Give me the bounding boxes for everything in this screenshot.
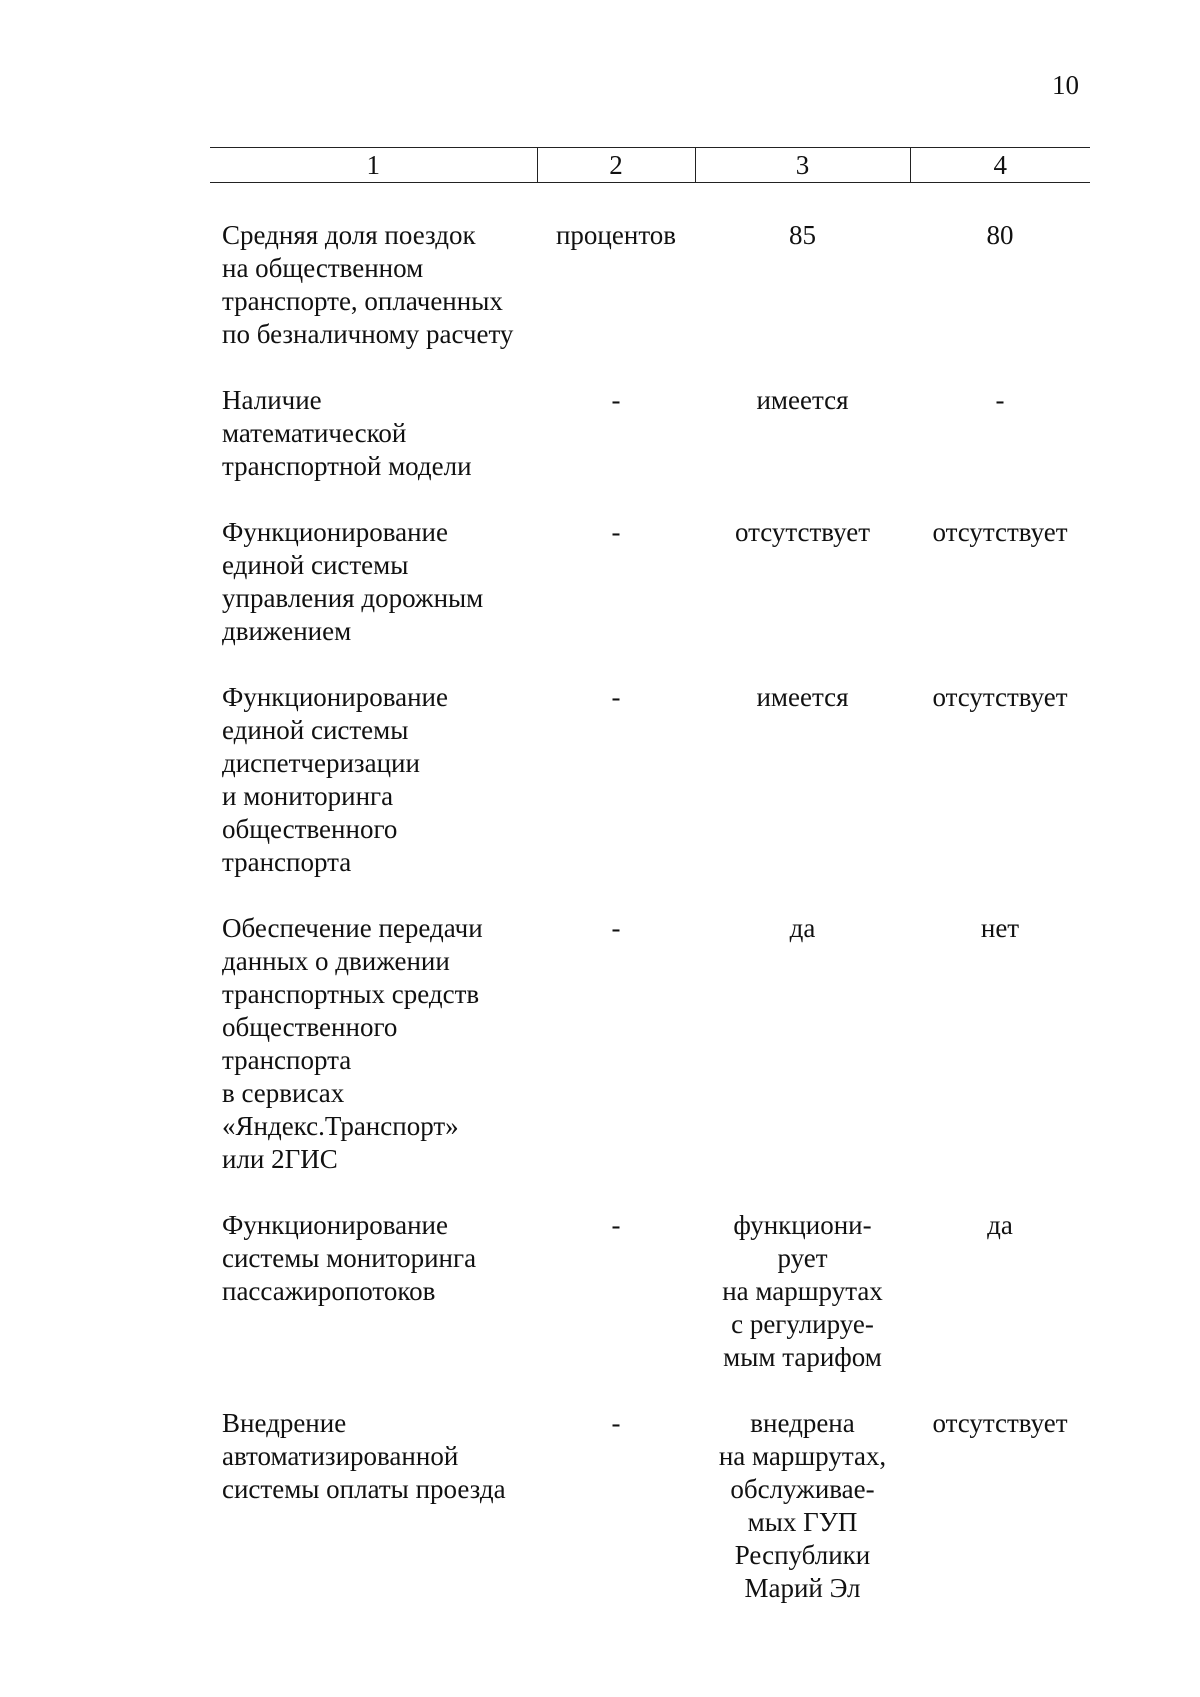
table-row: [210, 483, 1090, 648]
value-col3-line: 85: [789, 220, 816, 250]
table-row: [210, 1374, 1090, 1605]
unit-cell-line: процентов: [555, 220, 677, 250]
indicator-name-line: транспорта: [222, 1045, 352, 1075]
indicator-name: [210, 351, 537, 483]
indicator-name-line: движением: [222, 616, 352, 646]
value-col3-line: да: [789, 913, 816, 943]
indicator-name-line: автоматизированной: [222, 1441, 459, 1471]
indicator-name-line: общественного: [222, 814, 398, 844]
value-col3: [695, 1374, 910, 1605]
indicator-name-line: Функционирование: [222, 682, 448, 712]
indicator-name: [210, 1374, 537, 1605]
value-col3-line: мым тарифом: [723, 1342, 882, 1372]
value-col3-line: мых ГУП: [747, 1507, 858, 1537]
value-col3-line: имеется: [756, 682, 849, 712]
value-col4-line: нет: [980, 913, 1020, 943]
header-row: [210, 148, 1090, 183]
indicator-name-line: транспортных средств: [222, 979, 480, 1009]
indicator-name-line: Внедрение: [222, 1408, 347, 1438]
indicator-name: [210, 483, 537, 648]
unit-cell-line: -: [611, 1210, 621, 1240]
indicator-name-line: и мониторинга: [222, 781, 394, 811]
indicator-name-line: Средняя доля поездок: [222, 220, 476, 250]
unit-cell: [537, 483, 695, 648]
page-number: 10: [1052, 70, 1079, 100]
value-col4-line: да: [987, 1210, 1013, 1240]
unit-cell-line: -: [611, 385, 621, 415]
unit-cell-line: -: [611, 913, 621, 943]
header-col-4: 4: [910, 148, 1090, 183]
indicator-name-line: математической: [222, 418, 407, 448]
indicator-name-line: транспортной модели: [222, 451, 472, 481]
indicator-name-line: диспетчеризации: [222, 748, 420, 778]
indicator-name-line: в сервисах: [222, 1078, 345, 1108]
value-col4: [910, 351, 1090, 483]
unit-cell-line: -: [611, 1408, 621, 1438]
table-row: [210, 879, 1090, 1176]
value-col4: [910, 1374, 1090, 1605]
header-col-2: 2: [537, 148, 695, 183]
value-col4: [910, 648, 1090, 879]
value-col4-line: отсутствует: [932, 1408, 1068, 1438]
value-col3-line: обслуживае-: [730, 1474, 875, 1504]
unit-cell-line: -: [611, 682, 621, 712]
indicator-name: [210, 648, 537, 879]
indicator-name-line: Наличие: [222, 385, 322, 415]
value-col4-line: отсутствует: [932, 682, 1068, 712]
indicator-name: [210, 183, 537, 352]
value-col3-line: с регулируе-: [731, 1309, 874, 1339]
unit-cell: [537, 879, 695, 1176]
indicator-name-line: единой системы: [222, 550, 409, 580]
indicator-name-line: пассажиропотоков: [222, 1276, 436, 1306]
header-col-1: 1: [210, 148, 537, 183]
indicator-name-line: Функционирование: [222, 517, 448, 547]
indicator-name-line: Обеспечение передачи: [222, 913, 483, 943]
unit-cell: [537, 1374, 695, 1605]
unit-cell: [537, 1176, 695, 1374]
indicator-name-line: по безналичному расчету: [222, 319, 514, 349]
value-col3: [695, 648, 910, 879]
value-col3-line: внедрена: [750, 1408, 855, 1438]
value-col3-line: на маршрутах,: [718, 1441, 887, 1471]
value-col3: [695, 879, 910, 1176]
value-col3: [695, 351, 910, 483]
value-col3-line: отсутствует: [734, 517, 871, 547]
value-col4: [910, 879, 1090, 1176]
value-col3-line: рует: [777, 1243, 828, 1273]
unit-cell: [537, 183, 695, 352]
table-row: [210, 1176, 1090, 1374]
indicator-name-line: системы оплаты проезда: [222, 1474, 506, 1504]
table-header: [210, 148, 1090, 183]
value-col3: [695, 1176, 910, 1374]
value-col4-line: 80: [986, 220, 1014, 250]
indicator-name-line: данных о движении: [222, 946, 450, 976]
indicator-name-line: транспорта: [222, 847, 352, 877]
value-col4-line: -: [995, 385, 1005, 415]
value-col3-line: Марий Эл: [744, 1573, 861, 1603]
table-body: [210, 183, 1090, 1606]
value-col3-line: на маршрутах: [722, 1276, 883, 1306]
indicator-name-line: на общественном: [222, 253, 424, 283]
table-row: [210, 351, 1090, 483]
unit-cell: [537, 351, 695, 483]
indicator-name: [210, 879, 537, 1176]
indicators-table: [210, 147, 1090, 1605]
indicator-name-line: или 2ГИС: [222, 1144, 338, 1174]
indicator-name: [210, 1176, 537, 1374]
header-col-3: 3: [695, 148, 910, 183]
value-col4-line: отсутствует: [932, 517, 1068, 547]
indicator-name-line: общественного: [222, 1012, 398, 1042]
value-col3-line: Республики: [734, 1540, 871, 1570]
unit-cell-line: -: [611, 517, 621, 547]
unit-cell: [537, 648, 695, 879]
indicator-name-line: «Яндекс.Транспорт»: [222, 1111, 459, 1141]
indicator-name-line: единой системы: [222, 715, 409, 745]
value-col4: [910, 1176, 1090, 1374]
table-row: [210, 648, 1090, 879]
indicator-name-line: Функционирование: [222, 1210, 448, 1240]
value-col3: [695, 183, 910, 352]
value-col4: [910, 483, 1090, 648]
indicator-name-line: системы мониторинга: [222, 1243, 477, 1273]
value-col3-line: имеется: [756, 385, 849, 415]
value-col3-line: функциони-: [733, 1210, 872, 1240]
indicator-name-line: управления дорожным: [222, 583, 484, 613]
value-col3: [695, 483, 910, 648]
table-row: [210, 183, 1090, 352]
indicator-name-line: транспорте, оплаченных: [222, 286, 503, 316]
value-col4: [910, 183, 1090, 352]
